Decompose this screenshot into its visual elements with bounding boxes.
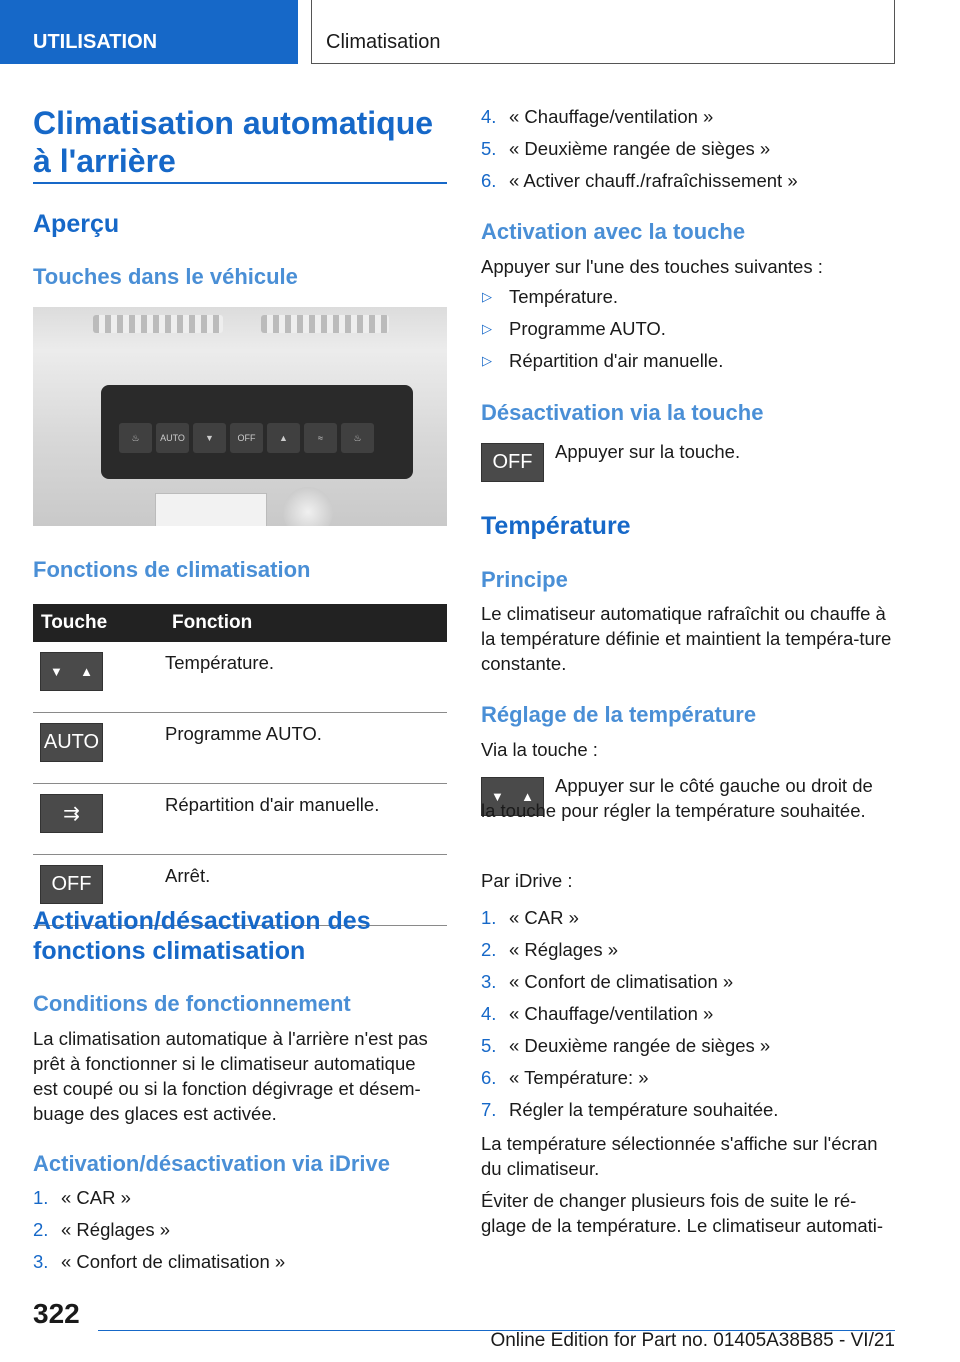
list-item: 6. « Température: » xyxy=(481,1067,649,1088)
air-distribution-icon: ⇉ xyxy=(40,794,103,833)
section-tab: UTILISATION xyxy=(0,0,298,64)
table-row xyxy=(33,784,447,855)
via-button-text: Via la touche : xyxy=(481,739,598,760)
note-display: La température sélectionnée s'affiche sur l'écran du climatiseur. xyxy=(481,1133,878,1179)
bullet-icon: ▷ xyxy=(482,321,492,336)
idrive-steps-list xyxy=(33,1182,285,1278)
list-item: 2. « Réglages » xyxy=(33,1219,171,1240)
list-item: 3. « Confort de climatisation » xyxy=(481,971,734,992)
list-item: 1. « CAR » xyxy=(33,1187,131,1208)
button-activation-text: Appuyer sur l'une des touches suivantes : xyxy=(481,256,823,277)
vent-right xyxy=(261,315,389,333)
list-item: 1. « CAR » xyxy=(481,907,579,928)
temperature-heading: Température xyxy=(481,512,631,540)
note-avoid: Éviter de changer plusieurs fois de suite le ré-glage de la température. Le climatiseur automati- xyxy=(481,1190,884,1236)
deactivation-text: Appuyer sur la touche. xyxy=(555,441,741,462)
list-item: 4. « Chauffage/ventilation » xyxy=(481,1003,714,1024)
conditions-heading: Conditions de fonctionnement xyxy=(33,991,351,1016)
idrive-heading: Activation/désactivation via iDrive xyxy=(33,1151,391,1176)
list-item: 3. « Confort de climatisation » xyxy=(33,1251,286,1272)
bullet-icon: ▷ xyxy=(482,289,492,304)
temperature-arrows-icon: ▼ ▲ xyxy=(40,652,103,691)
edition-footer: Online Edition for Part no. 01405A38B85 - VI/21 xyxy=(490,1330,895,1351)
seat-vent-icon: ♨ xyxy=(341,423,374,453)
list-item: ▷ Programme AUTO. xyxy=(481,313,723,345)
temperature-arrows-icon: ▼ ▲ xyxy=(481,777,544,816)
page-title: Climatisation automatique à l'arrière xyxy=(33,105,434,179)
col-function-header: Fonction xyxy=(164,604,447,642)
function-cell: Répartition d'air manuelle. xyxy=(164,784,447,855)
deactivation-heading: Désactivation via la touche xyxy=(481,400,764,425)
list-item: ▷ Répartition d'air manuelle. xyxy=(481,345,723,377)
overview-heading: Aperçu xyxy=(33,210,120,238)
via-idrive-text: Par iDrive : xyxy=(481,870,573,891)
functions-heading: Fonctions de climatisation xyxy=(33,557,311,582)
list-item: 4. « Chauffage/ventilation » xyxy=(481,106,714,127)
seat-heat-icon: ♨ xyxy=(119,423,152,453)
table-row xyxy=(33,642,447,713)
buttons-heading: Touches dans le véhicule xyxy=(33,264,298,289)
off-icon: OFF xyxy=(40,865,103,904)
activation-heading: Activation/désactivation des fonctions climatisation xyxy=(33,907,371,965)
principle-heading: Principe xyxy=(481,567,568,592)
steps-continued-list xyxy=(481,101,798,197)
button-instruction-text: Appuyer sur le côté gauche ou droit de la touche pour régler la température souhaitée. xyxy=(481,775,873,821)
activation-bullets xyxy=(481,281,723,377)
list-item: 5. « Deuxième rangée de sièges » xyxy=(481,1035,771,1056)
list-item: 7. Régler la température souhaitée. xyxy=(481,1099,779,1120)
temp-down-icon: ▼ xyxy=(193,423,226,453)
conditions-text: La climatisation automatique à l'arrière n'est pas prêt à fonctionner si le climatiseur automatique est coupé ou si la fonction dégivrage et désem-buage des glaces est activée. xyxy=(33,1028,428,1124)
bullet-icon: ▷ xyxy=(482,353,492,368)
list-item: ▷ Température. xyxy=(481,281,723,313)
panel-off-button: OFF xyxy=(230,423,263,453)
list-item: 2. « Réglages » xyxy=(481,939,619,960)
temperature-steps-list xyxy=(481,902,778,1126)
table-row xyxy=(33,713,447,784)
function-cell: Température. xyxy=(164,642,447,713)
functions-table xyxy=(33,604,447,926)
title-rule xyxy=(33,182,447,184)
principle-text: Le climatiseur automatique rafraîchit ou chauffe à la température définie et maintient la tempéra-ture constante. xyxy=(481,603,892,674)
function-cell: Programme AUTO. xyxy=(164,713,447,784)
auto-icon: AUTO xyxy=(40,723,103,762)
air-distribution-icon: ≈ xyxy=(304,423,337,453)
vehicle-photo xyxy=(33,307,447,526)
knob xyxy=(283,487,333,526)
off-icon: OFF xyxy=(481,443,544,482)
panel-buttons xyxy=(119,423,374,453)
page-number: 322 xyxy=(33,1298,80,1329)
list-item: 6. « Activer chauff./rafraîchissement » xyxy=(481,170,798,191)
col-key-header: Touche xyxy=(33,604,164,642)
vent-left xyxy=(93,315,223,333)
temp-up-icon: ▲ xyxy=(267,423,300,453)
setting-heading: Réglage de la température xyxy=(481,702,757,727)
panel-auto-button: AUTO xyxy=(156,423,189,453)
function-cell: Arrêt. xyxy=(164,855,447,926)
button-activation-heading: Activation avec la touche xyxy=(481,219,746,244)
list-item: 5. « Deuxième rangée de sièges » xyxy=(481,138,771,159)
usb-ports xyxy=(155,493,267,526)
chapter-tab: Climatisation xyxy=(311,0,895,64)
